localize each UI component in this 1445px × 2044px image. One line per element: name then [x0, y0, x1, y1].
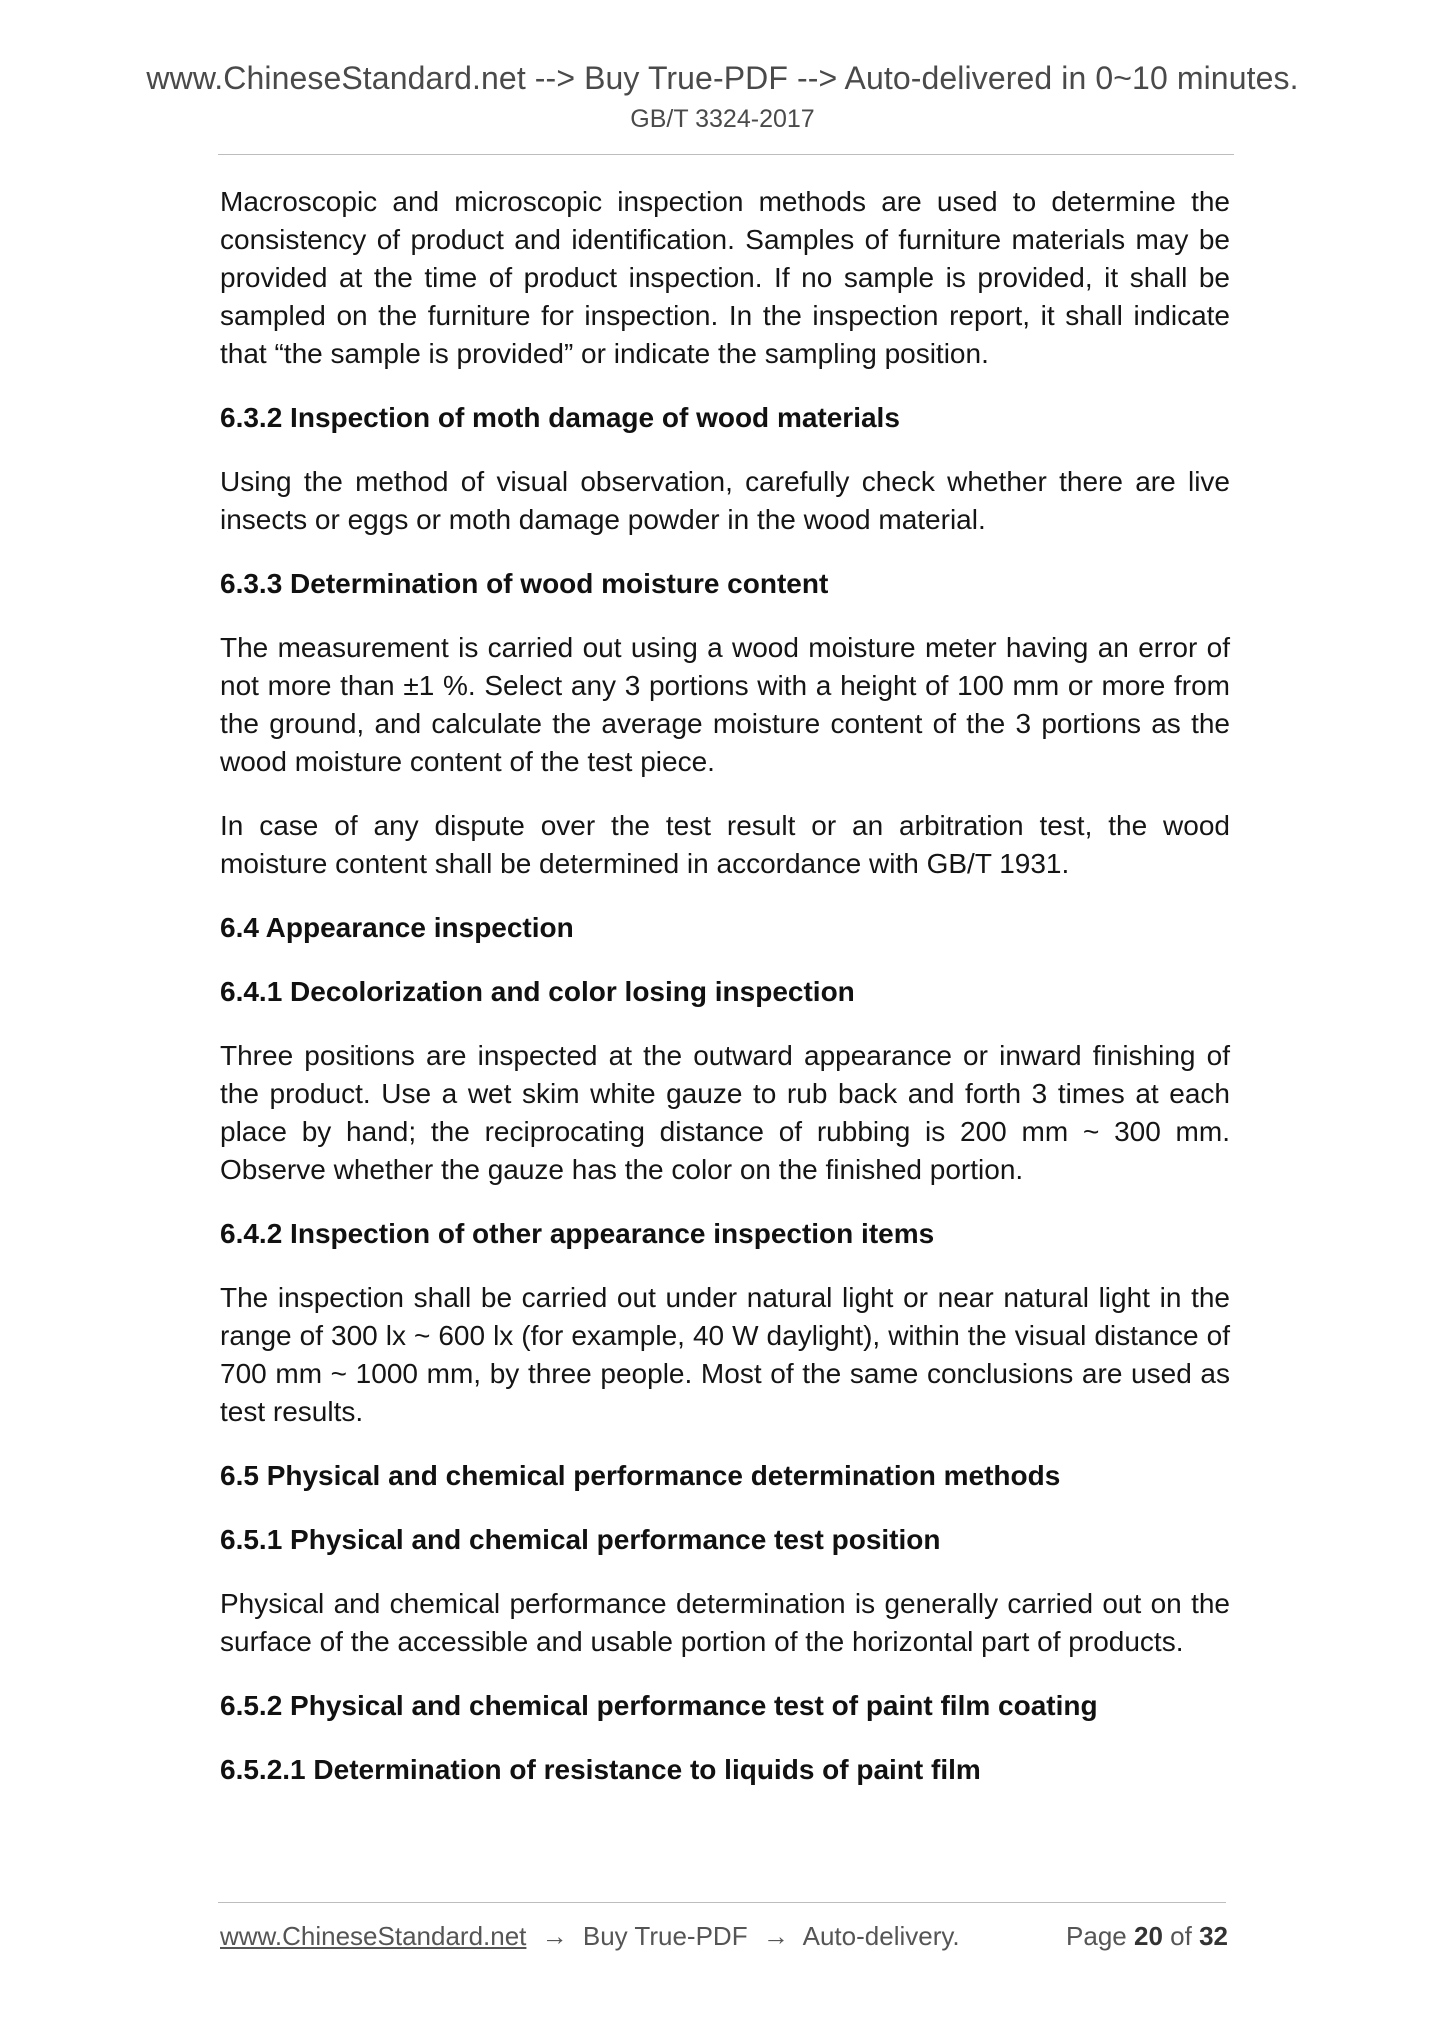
paragraph-moisture-dispute: In case of any dispute over the test result or an arbitration test, the wood moisture content shall be determined in accordance with GB/T 1931.: [220, 810, 1230, 879]
header-banner: www.ChineseStandard.net --> Buy True-PDF --> Auto-delivered in 0~10 minutes.: [146, 60, 1299, 96]
footer-site-link[interactable]: www.ChineseStandard.net: [220, 1921, 527, 1951]
right-arrow-icon: →: [762, 1921, 789, 1951]
paragraph-test-position: Physical and chemical performance determination is generally carried out on the surface of the accessible and usable portion of the horizontal part of products.: [220, 1588, 1230, 1657]
section-heading-6-5-1: 6.5.1 Physical and chemical performance test position: [220, 1524, 941, 1555]
section-heading-6-5-2: 6.5.2 Physical and chemical performance test of paint film coating: [220, 1690, 1098, 1721]
section-heading-6-5-2-1: 6.5.2.1 Determination of resistance to liquids of paint film: [220, 1754, 981, 1785]
paragraph-appearance-items: The inspection shall be carried out under natural light or near natural light in the range of 300 lx ~ 600 lx (for example, 40 W daylight), within the visual distance of 700 mm ~ 1000 mm, by three people. Most of the same conclusions are used as test results.: [220, 1282, 1230, 1427]
page-label: Page: [1066, 1921, 1127, 1951]
section-heading-6-4-1: 6.4.1 Decolorization and color losing inspection: [220, 976, 855, 1007]
section-heading-6-3-3: 6.3.3 Determination of wood moisture content: [220, 568, 829, 599]
header-divider: [218, 154, 1234, 155]
current-page-number: 20: [1134, 1921, 1163, 1951]
of-label: of: [1170, 1921, 1192, 1951]
paragraph-inspection-methods: Macroscopic and microscopic inspection methods are used to determine the consistency of product and identification. Samples of furniture materials may be provided at the time of product inspection. If no sample is provided, it shall be sampled on the furniture for inspection. In the inspection report, it shall indicate that “the sample is provided” or indicate the sampling position.: [220, 186, 1230, 369]
footer-promo: [220, 1919, 960, 1953]
section-heading-6-4-2: 6.4.2 Inspection of other appearance inspection items: [220, 1218, 935, 1249]
page-counter: [1066, 1919, 1228, 1953]
footer-divider: [218, 1902, 1226, 1903]
paragraph-decolorization: Three positions are inspected at the outward appearance or inward finishing of the product. Use a wet skim white gauze to rub back and forth 3 times at each place by hand; the reciprocating distance of rubbing is 200 mm ~ 300 mm. Observe whether the gauze has the color on the finished portion.: [220, 1040, 1230, 1185]
footer-buy-text: Buy True-PDF: [582, 1921, 748, 1951]
page-header: [0, 58, 1445, 136]
paragraph-moth-damage: Using the method of visual observation, carefully check whether there are live insects or eggs or moth damage powder in the wood material.: [220, 466, 1230, 535]
section-heading-6-3-2: 6.3.2 Inspection of moth damage of wood materials: [220, 402, 900, 433]
right-arrow-icon: →: [541, 1921, 568, 1951]
section-heading-6-4: 6.4 Appearance inspection: [220, 912, 574, 943]
total-pages-number: 32: [1199, 1921, 1228, 1951]
footer-delivery-text: Auto-delivery.: [802, 1921, 960, 1951]
standard-code: GB/T 3324-2017: [630, 105, 815, 133]
paragraph-moisture-measurement: The measurement is carried out using a wood moisture meter having an error of not more than ±1 %. Select any 3 portions with a height of 100 mm or more from the ground, and calculate the average moisture content of the 3 portions as the wood moisture content of the test piece.: [220, 632, 1230, 777]
document-body: [220, 183, 1230, 1815]
section-heading-6-5: 6.5 Physical and chemical performance determination methods: [220, 1460, 1061, 1491]
